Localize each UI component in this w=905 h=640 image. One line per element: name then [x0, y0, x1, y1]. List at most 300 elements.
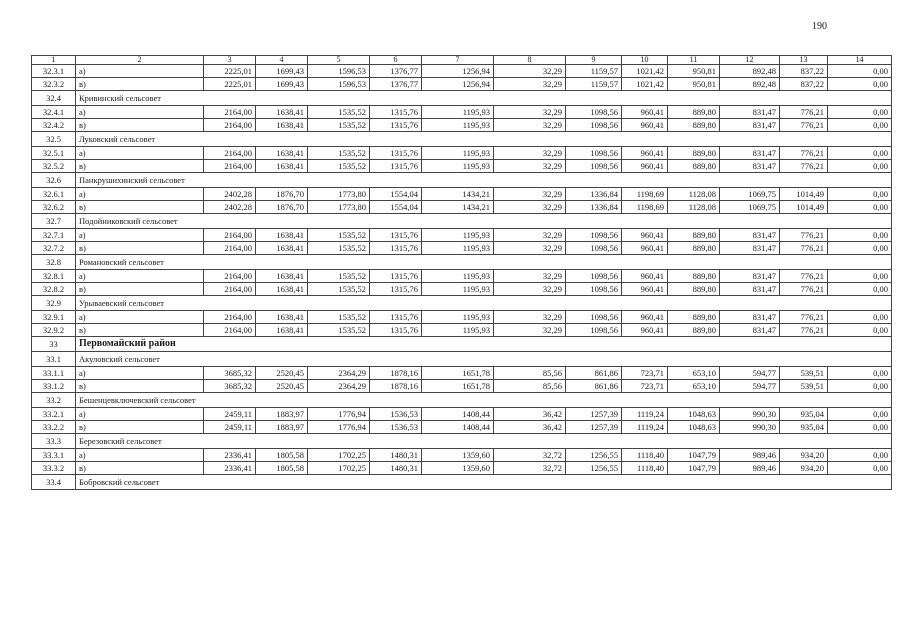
value-cell: 861,86 [566, 380, 622, 393]
value-cell: 653,10 [668, 380, 720, 393]
value-cell: 1098,56 [566, 160, 622, 173]
value-cell: 1195,93 [422, 106, 494, 119]
row-id: 32.8 [32, 255, 76, 270]
value-cell: 2164,00 [204, 311, 256, 324]
value-cell: 1315,76 [370, 229, 422, 242]
row-id: 32.7.1 [32, 229, 76, 242]
table-row [32, 408, 892, 421]
value-cell: 32,29 [494, 188, 566, 201]
table-row [32, 311, 892, 324]
column-header: 14 [828, 56, 892, 65]
value-cell: 1069,75 [720, 201, 780, 214]
value-cell: 1535,52 [308, 160, 370, 173]
value-cell: 2164,00 [204, 324, 256, 337]
value-cell: 1878,16 [370, 367, 422, 380]
value-cell: 1651,78 [422, 380, 494, 393]
value-cell: 1128,08 [668, 201, 720, 214]
value-cell: 1256,94 [422, 65, 494, 78]
value-cell: 2520,45 [256, 380, 308, 393]
row-label: в) [76, 242, 204, 255]
column-header: 7 [422, 56, 494, 65]
value-cell: 1336,84 [566, 201, 622, 214]
section-name: Кривинский сельсовет [76, 91, 892, 106]
row-id: 32.9.1 [32, 311, 76, 324]
value-cell: 32,29 [494, 78, 566, 91]
value-cell: 1159,57 [566, 78, 622, 91]
row-id: 32.3.1 [32, 65, 76, 78]
value-cell: 0,00 [828, 147, 892, 160]
row-label: в) [76, 78, 204, 91]
value-cell: 776,21 [780, 283, 828, 296]
value-cell: 1535,52 [308, 270, 370, 283]
value-cell: 0,00 [828, 160, 892, 173]
value-cell: 1805,58 [256, 462, 308, 475]
value-cell: 831,47 [720, 229, 780, 242]
table-row [32, 78, 892, 91]
value-cell: 1805,58 [256, 449, 308, 462]
value-cell: 594,77 [720, 380, 780, 393]
section-name: Бобровский сельсовет [76, 475, 892, 490]
value-cell: 776,21 [780, 270, 828, 283]
value-cell: 2459,11 [204, 408, 256, 421]
value-cell: 2364,29 [308, 367, 370, 380]
value-cell: 2225,01 [204, 78, 256, 91]
value-cell: 2364,29 [308, 380, 370, 393]
value-cell: 776,21 [780, 242, 828, 255]
value-cell: 32,29 [494, 106, 566, 119]
value-cell: 32,29 [494, 242, 566, 255]
value-cell: 776,21 [780, 147, 828, 160]
value-cell: 934,20 [780, 462, 828, 475]
value-cell: 2164,00 [204, 147, 256, 160]
row-id: 32.7 [32, 214, 76, 229]
value-cell: 1651,78 [422, 367, 494, 380]
value-cell: 831,47 [720, 242, 780, 255]
value-cell: 1638,41 [256, 324, 308, 337]
value-cell: 32,29 [494, 160, 566, 173]
table-row [32, 449, 892, 462]
value-cell: 1638,41 [256, 106, 308, 119]
row-label: в) [76, 324, 204, 337]
value-cell: 1128,08 [668, 188, 720, 201]
value-cell: 889,80 [668, 119, 720, 132]
row-id: 32.4.2 [32, 119, 76, 132]
value-cell: 1776,94 [308, 408, 370, 421]
column-header: 10 [622, 56, 668, 65]
value-cell: 2402,28 [204, 188, 256, 201]
value-cell: 1702,25 [308, 462, 370, 475]
value-cell: 1535,52 [308, 119, 370, 132]
value-cell: 1098,56 [566, 119, 622, 132]
value-cell: 0,00 [828, 78, 892, 91]
row-label: в) [76, 119, 204, 132]
value-cell: 1021,42 [622, 65, 668, 78]
column-header: 2 [76, 56, 204, 65]
value-cell: 1315,76 [370, 283, 422, 296]
table-row [32, 283, 892, 296]
value-cell: 0,00 [828, 106, 892, 119]
value-cell: 1434,21 [422, 188, 494, 201]
section-row [32, 173, 892, 188]
column-header: 1 [32, 56, 76, 65]
table-row [32, 188, 892, 201]
value-cell: 0,00 [828, 449, 892, 462]
value-cell: 1638,41 [256, 311, 308, 324]
value-cell: 36,42 [494, 408, 566, 421]
value-cell: 1535,52 [308, 106, 370, 119]
row-label: а) [76, 229, 204, 242]
section-row [32, 91, 892, 106]
value-cell: 1536,53 [370, 408, 422, 421]
value-cell: 989,46 [720, 462, 780, 475]
value-cell: 1883,97 [256, 408, 308, 421]
value-cell: 960,41 [622, 160, 668, 173]
value-cell: 32,72 [494, 462, 566, 475]
value-cell: 1883,97 [256, 421, 308, 434]
value-cell: 1098,56 [566, 324, 622, 337]
row-id: 33.4 [32, 475, 76, 490]
section-name: Березовский сельсовет [76, 434, 892, 449]
column-header: 5 [308, 56, 370, 65]
row-label: в) [76, 283, 204, 296]
table-row [32, 119, 892, 132]
value-cell: 960,41 [622, 311, 668, 324]
column-header: 4 [256, 56, 308, 65]
row-label: а) [76, 367, 204, 380]
value-cell: 1408,44 [422, 408, 494, 421]
table-body [32, 56, 892, 490]
value-cell: 2164,00 [204, 283, 256, 296]
value-cell: 1376,77 [370, 78, 422, 91]
value-cell: 1554,04 [370, 188, 422, 201]
section-row [32, 132, 892, 147]
value-cell: 1596,53 [308, 78, 370, 91]
value-cell: 0,00 [828, 367, 892, 380]
value-cell: 1195,93 [422, 119, 494, 132]
section-row [32, 255, 892, 270]
value-cell: 776,21 [780, 160, 828, 173]
value-cell: 1480,31 [370, 462, 422, 475]
value-cell: 1596,53 [308, 65, 370, 78]
row-label: в) [76, 160, 204, 173]
value-cell: 1098,56 [566, 242, 622, 255]
row-label: в) [76, 201, 204, 214]
value-cell: 1638,41 [256, 147, 308, 160]
value-cell: 0,00 [828, 119, 892, 132]
row-id: 33 [32, 337, 76, 352]
value-cell: 1699,43 [256, 65, 308, 78]
column-header: 3 [204, 56, 256, 65]
value-cell: 1773,80 [308, 201, 370, 214]
value-cell: 32,29 [494, 65, 566, 78]
table-row [32, 270, 892, 283]
value-cell: 934,20 [780, 449, 828, 462]
row-id: 33.1.1 [32, 367, 76, 380]
value-cell: 1195,93 [422, 324, 494, 337]
column-header: 13 [780, 56, 828, 65]
row-label: а) [76, 188, 204, 201]
value-cell: 776,21 [780, 106, 828, 119]
row-label: а) [76, 106, 204, 119]
table-row [32, 242, 892, 255]
value-cell: 0,00 [828, 270, 892, 283]
table-row [32, 160, 892, 173]
value-cell: 1434,21 [422, 201, 494, 214]
value-cell: 950,81 [668, 65, 720, 78]
value-cell: 1014,49 [780, 188, 828, 201]
row-id: 32.6.2 [32, 201, 76, 214]
row-label: а) [76, 270, 204, 283]
value-cell: 935,04 [780, 408, 828, 421]
value-cell: 0,00 [828, 311, 892, 324]
value-cell: 36,42 [494, 421, 566, 434]
value-cell: 1315,76 [370, 106, 422, 119]
row-id: 33.2.1 [32, 408, 76, 421]
value-cell: 1638,41 [256, 160, 308, 173]
value-cell: 1359,60 [422, 449, 494, 462]
value-cell: 2402,28 [204, 201, 256, 214]
value-cell: 831,47 [720, 324, 780, 337]
row-label: в) [76, 380, 204, 393]
value-cell: 1098,56 [566, 106, 622, 119]
value-cell: 1098,56 [566, 270, 622, 283]
value-cell: 1256,55 [566, 449, 622, 462]
table-row [32, 147, 892, 160]
value-cell: 32,29 [494, 270, 566, 283]
value-cell: 539,51 [780, 367, 828, 380]
value-cell: 960,41 [622, 147, 668, 160]
value-cell: 2164,00 [204, 106, 256, 119]
value-cell: 539,51 [780, 380, 828, 393]
value-cell: 1195,93 [422, 270, 494, 283]
row-label: а) [76, 449, 204, 462]
value-cell: 1198,69 [622, 201, 668, 214]
value-cell: 1195,93 [422, 242, 494, 255]
value-cell: 1773,80 [308, 188, 370, 201]
value-cell: 2225,01 [204, 65, 256, 78]
value-cell: 892,48 [720, 65, 780, 78]
value-cell: 1638,41 [256, 242, 308, 255]
value-cell: 831,47 [720, 106, 780, 119]
value-cell: 990,30 [720, 421, 780, 434]
value-cell: 1047,79 [668, 462, 720, 475]
row-id: 32.5.2 [32, 160, 76, 173]
value-cell: 1376,77 [370, 65, 422, 78]
value-cell: 1535,52 [308, 147, 370, 160]
value-cell: 889,80 [668, 270, 720, 283]
value-cell: 889,80 [668, 106, 720, 119]
value-cell: 889,80 [668, 147, 720, 160]
section-row [32, 475, 892, 490]
value-cell: 1098,56 [566, 311, 622, 324]
row-id: 32.6 [32, 173, 76, 188]
column-header: 12 [720, 56, 780, 65]
row-id: 32.9.2 [32, 324, 76, 337]
value-cell: 0,00 [828, 201, 892, 214]
value-cell: 1876,70 [256, 201, 308, 214]
value-cell: 32,29 [494, 229, 566, 242]
value-cell: 1878,16 [370, 380, 422, 393]
value-cell: 960,41 [622, 324, 668, 337]
table-row [32, 201, 892, 214]
value-cell: 831,47 [720, 270, 780, 283]
value-cell: 776,21 [780, 311, 828, 324]
value-cell: 776,21 [780, 324, 828, 337]
value-cell: 0,00 [828, 421, 892, 434]
value-cell: 1118,40 [622, 462, 668, 475]
value-cell: 889,80 [668, 324, 720, 337]
row-id: 32.8.2 [32, 283, 76, 296]
table-row [32, 65, 892, 78]
table-row [32, 462, 892, 475]
row-id: 33.1.2 [32, 380, 76, 393]
table-row [32, 367, 892, 380]
value-cell: 1195,93 [422, 147, 494, 160]
value-cell: 831,47 [720, 119, 780, 132]
value-cell: 950,81 [668, 78, 720, 91]
value-cell: 935,04 [780, 421, 828, 434]
value-cell: 1638,41 [256, 270, 308, 283]
header-row [32, 56, 892, 65]
row-label: а) [76, 311, 204, 324]
value-cell: 1048,63 [668, 408, 720, 421]
value-cell: 776,21 [780, 229, 828, 242]
row-id: 32.5 [32, 132, 76, 147]
row-id: 32.8.1 [32, 270, 76, 283]
value-cell: 32,29 [494, 147, 566, 160]
value-cell: 2164,00 [204, 242, 256, 255]
value-cell: 1098,56 [566, 147, 622, 160]
value-cell: 1702,25 [308, 449, 370, 462]
value-cell: 723,71 [622, 380, 668, 393]
value-cell: 1336,84 [566, 188, 622, 201]
section-name: Бешенцевключевский сельсовет [76, 393, 892, 408]
value-cell: 776,21 [780, 119, 828, 132]
tariff-table [31, 55, 892, 490]
row-id: 32.9 [32, 296, 76, 311]
row-label: в) [76, 462, 204, 475]
value-cell: 1315,76 [370, 147, 422, 160]
table-row [32, 106, 892, 119]
value-cell: 0,00 [828, 380, 892, 393]
value-cell: 1876,70 [256, 188, 308, 201]
row-id: 33.3.1 [32, 449, 76, 462]
value-cell: 837,22 [780, 65, 828, 78]
value-cell: 1257,39 [566, 408, 622, 421]
value-cell: 1699,43 [256, 78, 308, 91]
column-header: 8 [494, 56, 566, 65]
row-label: а) [76, 408, 204, 421]
value-cell: 861,86 [566, 367, 622, 380]
value-cell: 2164,00 [204, 270, 256, 283]
value-cell: 960,41 [622, 229, 668, 242]
value-cell: 0,00 [828, 408, 892, 421]
value-cell: 1195,93 [422, 160, 494, 173]
value-cell: 0,00 [828, 229, 892, 242]
row-id: 33.3.2 [32, 462, 76, 475]
value-cell: 85,56 [494, 380, 566, 393]
row-id: 32.7.2 [32, 242, 76, 255]
table-row [32, 380, 892, 393]
section-name: Романовский сельсовет [76, 255, 892, 270]
value-cell: 1535,52 [308, 242, 370, 255]
value-cell: 1256,94 [422, 78, 494, 91]
table-row [32, 324, 892, 337]
section-row [32, 214, 892, 229]
row-id: 32.3.2 [32, 78, 76, 91]
row-id: 33.1 [32, 352, 76, 367]
value-cell: 0,00 [828, 283, 892, 296]
value-cell: 0,00 [828, 324, 892, 337]
table-row [32, 229, 892, 242]
value-cell: 1638,41 [256, 119, 308, 132]
value-cell: 1021,42 [622, 78, 668, 91]
column-header: 6 [370, 56, 422, 65]
district-row [32, 337, 892, 352]
value-cell: 1638,41 [256, 283, 308, 296]
value-cell: 1047,79 [668, 449, 720, 462]
value-cell: 889,80 [668, 229, 720, 242]
section-row [32, 393, 892, 408]
value-cell: 1315,76 [370, 270, 422, 283]
value-cell: 960,41 [622, 106, 668, 119]
value-cell: 837,22 [780, 78, 828, 91]
value-cell: 1480,31 [370, 449, 422, 462]
value-cell: 1315,76 [370, 324, 422, 337]
value-cell: 3685,32 [204, 380, 256, 393]
value-cell: 1535,52 [308, 229, 370, 242]
value-cell: 831,47 [720, 160, 780, 173]
section-name: Акуловский сельсовет [76, 352, 892, 367]
row-id: 33.3 [32, 434, 76, 449]
value-cell: 1014,49 [780, 201, 828, 214]
row-id: 32.6.1 [32, 188, 76, 201]
value-cell: 1315,76 [370, 160, 422, 173]
value-cell: 1069,75 [720, 188, 780, 201]
value-cell: 1554,04 [370, 201, 422, 214]
value-cell: 1098,56 [566, 229, 622, 242]
value-cell: 2164,00 [204, 229, 256, 242]
value-cell: 2520,45 [256, 367, 308, 380]
value-cell: 1776,94 [308, 421, 370, 434]
value-cell: 32,29 [494, 311, 566, 324]
value-cell: 2336,41 [204, 462, 256, 475]
value-cell: 1119,24 [622, 421, 668, 434]
value-cell: 831,47 [720, 283, 780, 296]
value-cell: 0,00 [828, 462, 892, 475]
value-cell: 1195,93 [422, 311, 494, 324]
value-cell: 990,30 [720, 408, 780, 421]
value-cell: 723,71 [622, 367, 668, 380]
section-name: Подойниковский сельсовет [76, 214, 892, 229]
value-cell: 1198,69 [622, 188, 668, 201]
value-cell: 831,47 [720, 147, 780, 160]
value-cell: 32,29 [494, 283, 566, 296]
value-cell: 1535,52 [308, 283, 370, 296]
value-cell: 831,47 [720, 311, 780, 324]
value-cell: 960,41 [622, 283, 668, 296]
row-id: 32.4.1 [32, 106, 76, 119]
value-cell: 3685,32 [204, 367, 256, 380]
value-cell: 594,77 [720, 367, 780, 380]
value-cell: 1315,76 [370, 119, 422, 132]
column-header: 9 [566, 56, 622, 65]
value-cell: 1118,40 [622, 449, 668, 462]
value-cell: 1048,63 [668, 421, 720, 434]
section-row [32, 296, 892, 311]
value-cell: 2459,11 [204, 421, 256, 434]
value-cell: 1408,44 [422, 421, 494, 434]
